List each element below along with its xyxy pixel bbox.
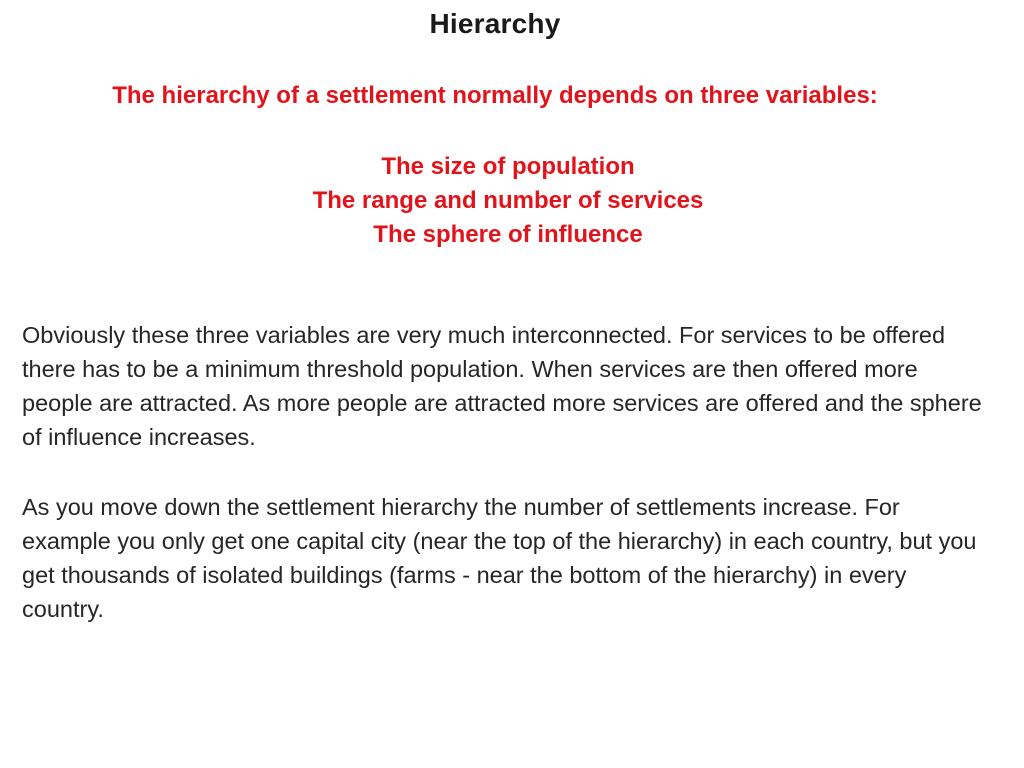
slide-title: Hierarchy <box>429 8 561 39</box>
variable-item: The range and number of services <box>312 187 704 214</box>
intro-statement: The hierarchy of a settlement normally depends on three variables: <box>112 82 878 109</box>
variable-item: The size of population <box>381 153 635 180</box>
paragraph-interconnection: Obviously these three variables are very much interconnected. For services to be offered there has to be a minimum threshold population. When services are then offered more people are attracted. As more people are attracted more services are offered and the sphere of influence increases. <box>22 322 982 450</box>
variable-item: The sphere of influence <box>373 221 643 248</box>
paragraph-hierarchy-example: As you move down the settlement hierarchy the number of settlements increase. For example you only get one capital city (near the top of the hierarchy) in each country, but you get thousands of isolated buildings (farms - near the bottom of the hierarchy) in every country. <box>22 494 977 622</box>
variables-list <box>0 150 1016 252</box>
